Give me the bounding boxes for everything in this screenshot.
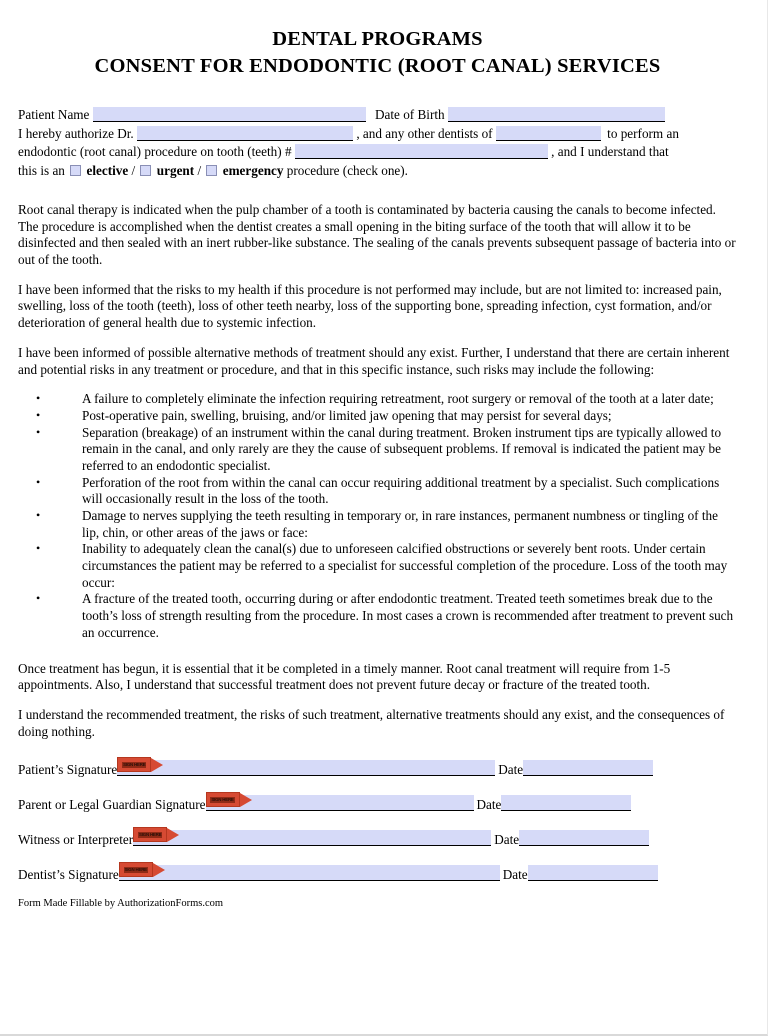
witness-signature-input[interactable]: [133, 830, 491, 846]
patient-name-input[interactable]: [93, 107, 366, 122]
option-elective-label: elective: [86, 162, 129, 178]
list-item: [18, 408, 737, 425]
tooth-number-input[interactable]: [295, 144, 548, 159]
bullet-icon: •: [36, 424, 41, 439]
list-item: [18, 591, 737, 641]
paragraph-risks-if-not-performed: I have been informed that the risks to my health if this procedure is not performed may include, but are not limited to: increased pain, swelling, loss of the tooth (teeth), loss of other teeth nearby, loss of the supporting bone, spreading infection, cyst formation, and/or deterioration of general health due to systemic infection.: [18, 281, 722, 331]
signature-label: Dentist’s Signature: [18, 867, 119, 883]
patient-date-input[interactable]: [523, 760, 653, 776]
patient-signature-input[interactable]: [117, 760, 495, 776]
authorize-row: [18, 125, 737, 143]
list-item-text: Separation (breakage) of an instrument within the canal during treatment. Broken instrument tips are typically allowed to remain in the canal, and only rarely are they the cause of subsequent problems. If removal is indicated the patient may be referred to an endodontic specialist.: [82, 424, 722, 473]
signature-row-dentist: [18, 863, 737, 881]
type-suffix-label: procedure (check one).: [286, 162, 408, 178]
header-form: [18, 106, 737, 180]
signature-row-witness: [18, 828, 737, 846]
list-item: [18, 541, 737, 591]
risk-bullet-list: [18, 391, 737, 641]
sign-here-tag-text: SIGN HERE: [124, 866, 147, 872]
separator-2: /: [197, 162, 202, 178]
list-item-text: A fracture of the treated tooth, occurring during or after endodontic treatment. Treated teeth sometimes break due to the tooth’s loss of strength resulting from the procedure. In most cases a crown is recommended after treatment to prevent such an occurrence.: [82, 591, 734, 640]
list-item-text: Inability to adequately clean the canal(s) due to unforeseen calcified obstructions or severely bent roots. Under certain circumstances the patient may be referred to a specialist for successful completion of the procedure. Loss of the tooth may occur:: [82, 541, 728, 590]
guardian-signature-input[interactable]: [206, 795, 474, 811]
sign-here-tag-text: SIGN HERE: [123, 761, 146, 767]
separator-1: /: [131, 162, 136, 178]
patient-name-row: [18, 106, 737, 124]
signature-label: Parent or Legal Guardian Signature: [18, 797, 206, 813]
paragraph-timely-manner: Once treatment has begun, it is essential that it be completed in a timely manner. Root canal treatment will require from 1-5 appointments. Also, I understand that successful treatment does not prevent future decay or fracture of the treated tooth.: [18, 660, 671, 693]
patient-name-label: Patient Name: [18, 107, 90, 123]
signature-row-guardian: [18, 793, 737, 811]
bullet-icon: •: [36, 508, 41, 523]
list-item-text: Perforation of the root from within the canal can occur requiring additional treatment by a specialist. Such complications will occasionally result in the loss of the tooth.: [82, 474, 720, 507]
bullet-icon: •: [36, 474, 41, 489]
date-label: Date: [502, 867, 528, 883]
dentist-date-input[interactable]: [528, 865, 658, 881]
checkbox-urgent[interactable]: [140, 165, 151, 176]
guardian-date-input[interactable]: [501, 795, 631, 811]
procedure-row: [18, 143, 737, 161]
bullet-icon: •: [36, 391, 41, 406]
sign-here-tag-icon[interactable]: [119, 862, 165, 877]
checkbox-elective[interactable]: [70, 165, 81, 176]
doctor-name-input[interactable]: [137, 126, 353, 141]
document-title: [18, 26, 737, 80]
option-emergency-label: emergency: [222, 162, 284, 178]
footer-credit: Form Made Fillable by AuthorizationForms.com: [18, 898, 224, 910]
date-label: Date: [498, 762, 524, 778]
procedure-prefix-label: endodontic (root canal) procedure on tooth (teeth) #: [18, 144, 292, 160]
sign-here-tag-icon[interactable]: [117, 757, 163, 772]
authorize-mid-label: , and any other dentists of: [356, 125, 493, 141]
signature-label: Patient’s Signature: [18, 762, 118, 778]
procedure-suffix-label: , and I understand that: [551, 144, 669, 160]
list-item-text: Damage to nerves supplying the teeth resulting in temporary or, in rare instances, permanent numbness or tingling of the lip, chin, or other areas of the jaws or face:: [82, 508, 718, 540]
bullet-icon: •: [36, 541, 41, 556]
signature-section: [18, 758, 737, 881]
signature-label: Witness or Interpreter: [18, 832, 134, 848]
bullet-icon: •: [36, 591, 41, 606]
date-of-birth-label: Date of Birth: [375, 107, 445, 123]
sign-here-tag-icon[interactable]: [206, 792, 252, 807]
checkbox-emergency[interactable]: [206, 165, 217, 176]
paragraph-understanding: I understand the recommended treatment, the risks of such treatment, alternative treatments should any exist, and the consequences of doing nothing.: [18, 706, 725, 739]
title-line-2: CONSENT FOR ENDODONTIC (ROOT CANAL) SERVICES: [94, 55, 661, 78]
paragraph-root-canal-therapy: Root canal therapy is indicated when the pulp chamber of a tooth is contaminated by bacteria causing the canals to become infected. The procedure is accomplished when the dentist creates a small opening in the biting surface of the tooth that will allow it to be disinfected and then sealed with an inert rubber-like substance. The sealing of the canals prevents subsequent passage of bacteria into or out of the tooth.: [18, 202, 736, 268]
date-of-birth-input[interactable]: [448, 107, 665, 122]
title-line-1: DENTAL PROGRAMS: [272, 28, 483, 50]
witness-date-input[interactable]: [519, 830, 649, 846]
practice-name-input[interactable]: [496, 126, 601, 141]
type-prefix-label: this is an: [18, 162, 65, 178]
dentist-signature-input[interactable]: [119, 865, 500, 881]
procedure-type-row: [18, 162, 737, 180]
authorize-prefix-label: I hereby authorize Dr.: [18, 125, 134, 141]
sign-here-tag-icon[interactable]: [133, 827, 179, 842]
signature-row-patient: [18, 758, 737, 776]
sign-here-tag-text: SIGN HERE: [139, 831, 162, 837]
authorize-suffix-label: to perform an: [607, 125, 679, 141]
bullet-icon: •: [36, 407, 41, 422]
paragraph-alternative-methods: I have been informed of possible alternative methods of treatment should any exist. Further, I understand that there are certain inherent and potential risks in any treatment or procedure, and that in this specific instance, such risks may include the following:: [18, 344, 730, 377]
list-item-text: A failure to completely eliminate the infection requiring retreatment, root surgery or removal of the tooth at a later date;: [82, 391, 714, 407]
sign-here-tag-text: SIGN HERE: [211, 796, 234, 802]
list-item: [18, 391, 737, 408]
list-item: [18, 425, 737, 475]
list-item: [18, 508, 737, 541]
date-label: Date: [476, 797, 502, 813]
date-label: Date: [494, 832, 520, 848]
list-item-text: Post-operative pain, swelling, bruising, and/or limited jaw opening that may persist for several days;: [82, 407, 612, 423]
option-urgent-label: urgent: [156, 162, 195, 178]
list-item: [18, 475, 737, 508]
